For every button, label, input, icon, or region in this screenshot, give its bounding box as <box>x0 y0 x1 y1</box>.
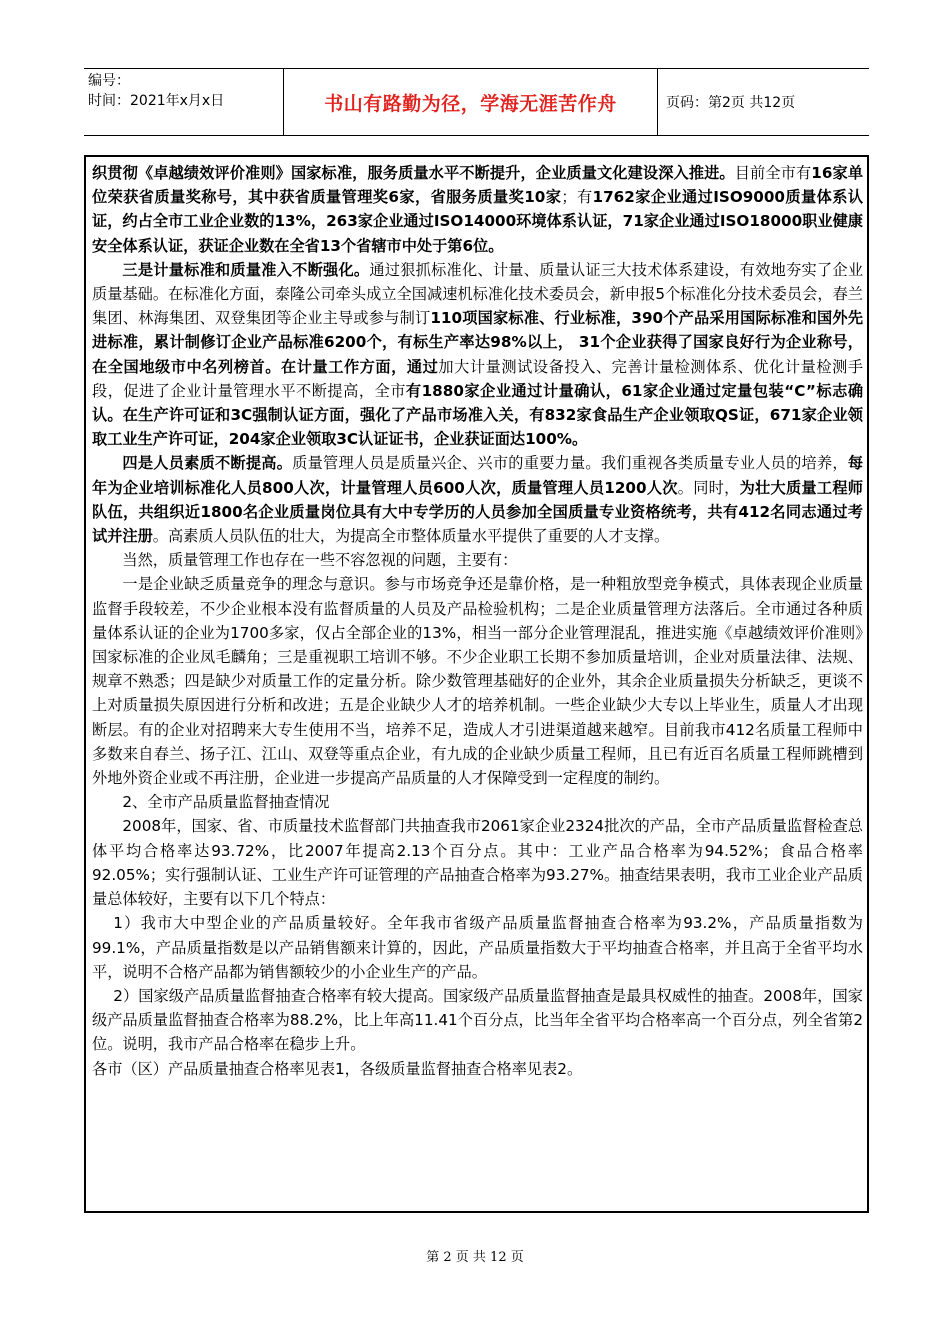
header-page-label: 页码：第2页 共12页 <box>666 95 796 111</box>
paragraph-sampling-overview: 2008年，国家、省、市质量技术监督部门共抽查我市2061家企业2324批次的产品，全市产品质量监督检查总体平均合格率达93.72%，比2007年提高2.13个百分点。其中：工业产品合格率为94.52%；食品合格率92.05%；实行强制认证、工业生产许可证管理的产品抽查合格率为93.27%。抽查结果表明，我市工业企业产品质量总体较好，主要有以下几个特点： <box>92 817 863 909</box>
paragraph-feature-1: 1）我市大中型企业的产品质量较好。全年我市省级产品质量监督抽查合格率为93.2%，产品质量指数为99.1%，产品质量指数是以产品销售额来计算的，因此，产品质量指数大于平均抽查合格率，并且高于全省平均水平，说明不合格产品都为销售额较少的小企业生产的产品。 <box>92 914 863 981</box>
paragraph-table-reference: 各市（区）产品质量抽查合格率见表1，各级质量监督抽查合格率见表2。 <box>92 1059 583 1078</box>
page-header <box>84 68 869 136</box>
paragraph-personnel-quality: 四是人员素质不断提高。质量管理人员是质量兴企、兴市的重要力量。我们重视各类质量专业人员的培养，每年为企业培训标准化人员800人次，计量管理人员600人次，质量管理人员1200人次。同时，为壮大质量工程师队伍，共组织近1800名企业质量岗位具有大中专学历的人员参加全国质量专业资格统考，共有412名同志通过考试并注册。高素质人员队伍的壮大，为提高全市整体质量水平提供了重要的人才支撑。 <box>92 454 864 546</box>
header-meta <box>84 69 284 135</box>
document-body <box>84 155 869 1213</box>
paragraph-problems-list: 一是企业缺乏质量竞争的理念与意识。参与市场竞争还是靠价格，是一种粗放型竞争模式，具体表现企业质量监督手段较差，不少企业根本没有监督质量的人员及产品检验机构；二是企业质量管理方法落后。全市通过各种质量体系认证的企业为1700多家，仅占全部企业的13%，相当一部分企业管理混乱，推进实施《卓越绩效评价准则》国家标准的企业凤毛麟角；三是重视职工培训不够。不少企业职工长期不参加质量培训，企业对质量法律、法规、规章不熟悉；四是缺少对质量工作的定量分析。除少数管理基础好的企业外，其余企业质量损失分析缺乏，更谈不上对质量损失原因进行分析和改进；五是企业缺少人才的培养机制。一些企业缺少大专以上毕业生，质量人才出现断层。有的企业对招聘来大专生使用不当，培养不足，造成人才引进渠道越来越窄。目前我市412名质量工程师中多数来自春兰、扬子江、江山、双登等重点企业，有九成的企业缺少质量工程师，且已有近百名质量工程师跳槽到外地外资企业或不再注册，企业进一步提高产品质量的人才保障受到一定程度的制约。 <box>92 575 863 788</box>
paragraph-measurement-standards: 三是计量标准和质量准入不断强化。通过狠抓标准化、计量、质量认证三大技术体系建设，有效地夯实了企业质量基础。在标准化方面，泰隆公司牵头成立全国减速机标准化技术委员会，新申报5个标准化分技术委员会，春兰集团、林海集团、双登集团等企业主导或参与制订110项国家标准、行业标准，390个产品采用国际标准和国外先进标准，累计制修订企业产品标准6200个，有标生产率达98%以上， 31个企业获得了国家良好行为企业称号，在全国地级市中名列榜首。在计量工作方面，通过加大计量测试设备投入、完善计量检测体系、优化计量检测手段，促进了企业计量管理水平不断提高，全市有1880家企业通过计量确认，61家企业通过定量包装“C”标志确认。在生产许可证和3C强制认证方面，强化了产品市场准入关，有832家食品生产企业领取QS证，671家企业领取工业生产许可证，204家企业领取3C认证证书，企业获证面达100%。 <box>92 260 864 449</box>
paragraph-quality-certification: 织贯彻《卓越绩效评价准则》国家标准，服务质量水平不断提升，企业质量文化建设深入推进。目前全市有16家单位荣获省质量奖称号，其中获省质量管理奖6家，省服务质量奖10家；有1762家企业通过ISO9000质量体系认证，约占全市工业企业数的13%，263家企业通过ISO14000环境体系认证，71家企业通过ISO18000职业健康安全体系认证，获证企业数在全省13个省辖市中处于第6位。 <box>92 164 864 255</box>
page-footer: 第 2 页 共 12 页 <box>426 1250 524 1265</box>
section-heading-sampling: 2、全市产品质量监督抽查情况 <box>122 793 330 812</box>
document-number-label: 编号： <box>88 73 130 89</box>
header-motto: 书山有路勤为径，学海无涯苦作舟 <box>284 69 658 135</box>
paragraph-problems-intro: 当然，质量管理工作也存在一些不容忽视的问题，主要有： <box>122 551 518 570</box>
document-time-label: 时间：2021年x月x日 <box>88 93 225 109</box>
paragraph-feature-2: 2）国家级产品质量监督抽查合格率有较大提高。国家级产品质量监督抽查是最具权威性的抽查。2008年，国家级产品质量监督抽查合格率为88.2%，比上年高11.41个百分点，比当年全省平均合格率高一个百分点，列全省第2位。说明，我市产品合格率在稳步上升。 <box>92 986 863 1054</box>
